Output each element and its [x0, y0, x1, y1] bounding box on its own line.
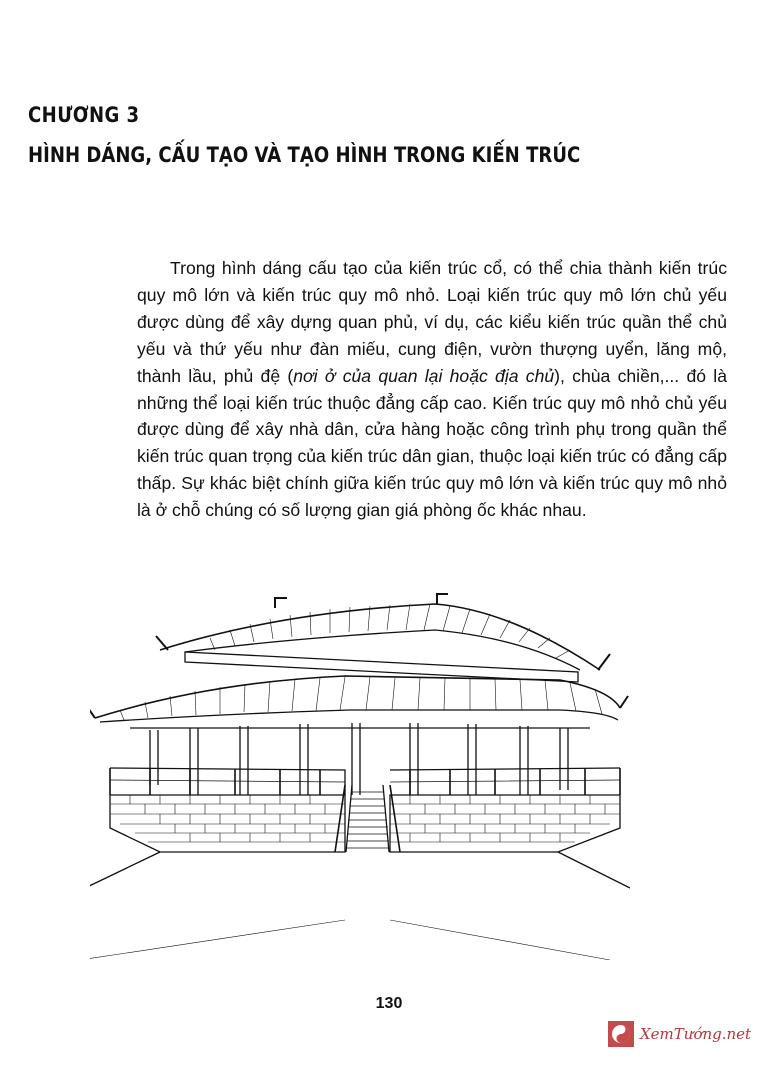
body-paragraph: [137, 255, 727, 524]
page-number: 130: [375, 995, 403, 1012]
body-text-italic: nơi ở của quan lại hoặc địa chủ: [293, 365, 555, 386]
body-text-part2: ), chùa chiền,... đó là những thể loại kiến trúc thuộc đẳng cấp cao. Kiến trúc quy mô nhỏ chủ yếu được dùng để xây nhà dân, cửa hàng hoặc công trình phụ trong quần thể kiến trúc quan trọng của kiến trúc dân gian, thuộc loại kiến trúc có đẳng cấp thấp. Sự khác biệt chính giữa kiến trúc quy mô lớn và kiến trúc quy mô nhỏ là ở chỗ chúng có số lượng gian giá phòng ốc khác nhau.: [137, 365, 727, 521]
body-text: [137, 255, 727, 524]
watermark: [608, 1016, 774, 1052]
body-text-part1: Trong hình dáng cấu tạo của kiến trúc cổ, có thể chia thành kiến trúc quy mô lớn và kiến trúc quy mô nhỏ. Loại kiến trúc quy mô lớn chủ yếu được dùng để xây dựng quan phủ, ví dụ, các kiểu kiến trúc quần thể chủ yếu và thứ yếu như đàn miếu, cung điện, vườn thượng uyển, lăng mộ, thành lầu, phủ đệ (: [137, 258, 727, 386]
yin-yang-icon: [608, 1021, 634, 1047]
pavilion-illustration: [90, 590, 630, 960]
chapter-label: CHƯƠNG 3: [28, 103, 140, 127]
chapter-title: HÌNH DÁNG, CẤU TẠO VÀ TẠO HÌNH TRONG KIẾN TRÚC: [28, 143, 581, 167]
watermark-text: XemTướng.net: [640, 1025, 752, 1043]
